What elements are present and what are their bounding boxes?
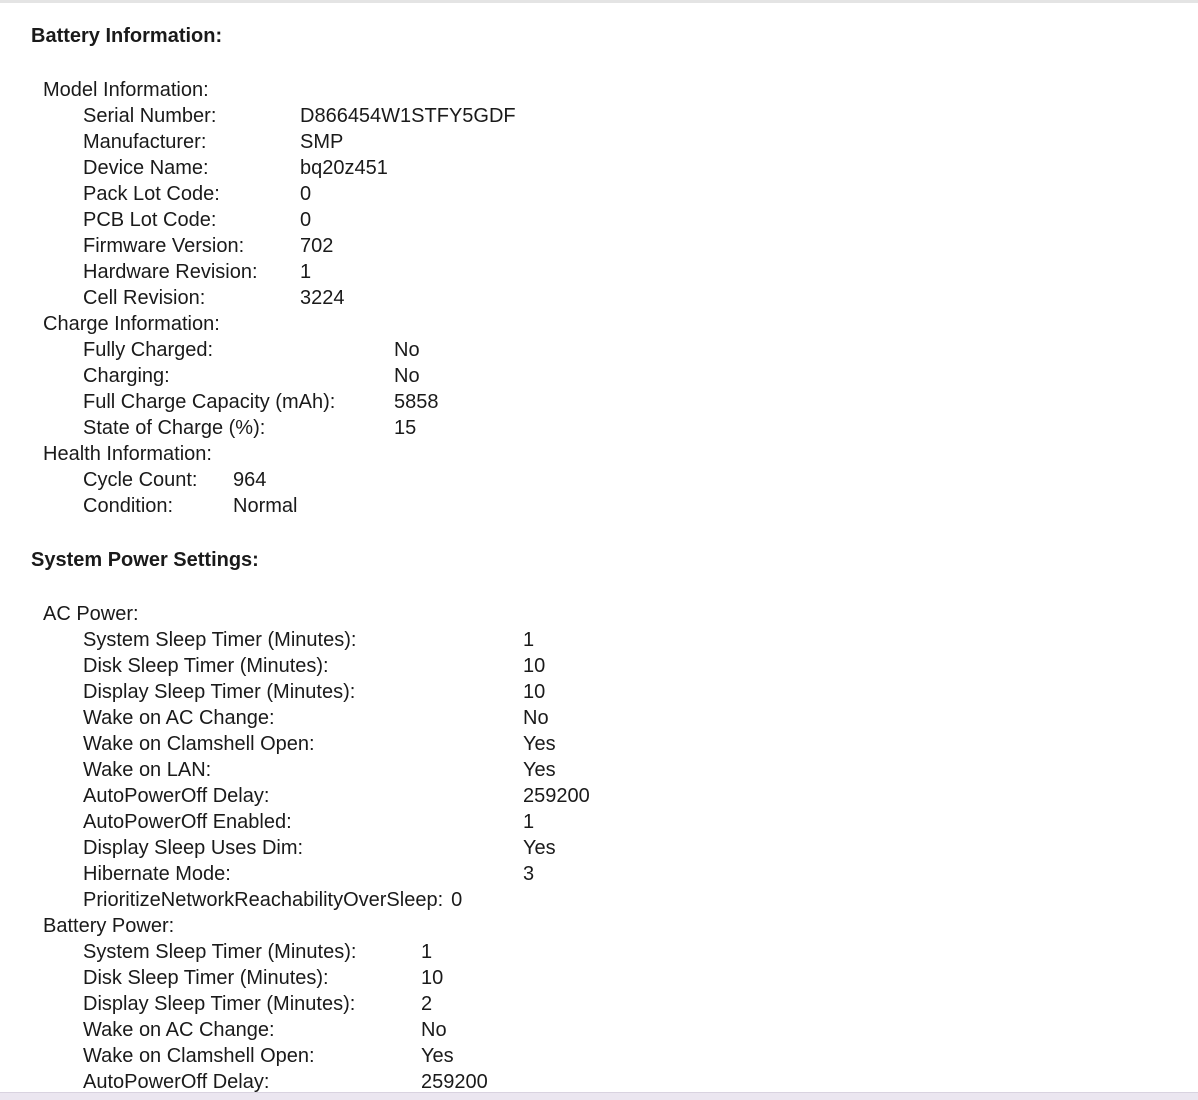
info-label: System Sleep Timer (Minutes):	[83, 941, 357, 963]
info-value: Yes	[523, 759, 556, 781]
info-row	[83, 415, 439, 441]
info-label: Disk Sleep Timer (Minutes):	[83, 655, 329, 677]
info-row	[83, 1043, 488, 1069]
info-label: Charging:	[83, 365, 170, 387]
info-row	[83, 653, 590, 679]
info-label: Wake on LAN:	[83, 759, 212, 781]
info-label: Cell Revision:	[83, 287, 206, 309]
info-row	[83, 467, 297, 493]
info-row	[83, 493, 297, 519]
info-row	[83, 155, 516, 181]
info-label: Cycle Count:	[83, 469, 198, 491]
info-row	[83, 1017, 488, 1043]
info-row	[83, 207, 516, 233]
info-row	[83, 285, 516, 311]
info-row	[83, 731, 590, 757]
info-label: Display Sleep Timer (Minutes):	[83, 993, 356, 1015]
info-value: Yes	[421, 1045, 454, 1067]
info-label: Hibernate Mode:	[83, 863, 231, 885]
info-value: 702	[300, 235, 334, 257]
info-row	[83, 861, 590, 887]
ac-power-heading: AC Power:	[43, 603, 139, 625]
info-value: 1	[421, 941, 433, 963]
info-row	[83, 835, 590, 861]
info-value: 3224	[300, 287, 345, 309]
info-row	[83, 965, 488, 991]
info-value: No	[523, 707, 549, 729]
info-value: 10	[523, 681, 546, 703]
info-value: 10	[421, 967, 444, 989]
info-value: 2	[421, 993, 433, 1015]
ac-power-list	[83, 627, 590, 913]
info-value: No	[421, 1019, 447, 1041]
info-row	[83, 627, 590, 653]
info-row	[83, 181, 516, 207]
info-label: AutoPowerOff Enabled:	[83, 811, 292, 833]
info-row	[83, 991, 488, 1017]
info-value: 259200	[421, 1071, 488, 1092]
info-label: PrioritizeNetworkReachabilityOverSleep:	[83, 889, 444, 911]
battery-power-heading: Battery Power:	[43, 915, 175, 937]
info-value: Normal	[233, 495, 298, 517]
info-value: 1	[523, 811, 535, 833]
battery-power-list	[83, 939, 488, 1092]
info-label: Firmware Version:	[83, 235, 245, 257]
info-label: Wake on AC Change:	[83, 707, 275, 729]
window-bottom-edge	[0, 1092, 1198, 1100]
model-information-list	[83, 103, 516, 311]
info-label: Full Charge Capacity (mAh):	[83, 391, 336, 413]
info-row	[83, 259, 516, 285]
info-value: 3	[523, 863, 535, 885]
info-label: Device Name:	[83, 157, 209, 179]
info-label: Disk Sleep Timer (Minutes):	[83, 967, 329, 989]
info-value: 5858	[394, 391, 439, 413]
info-label: Manufacturer:	[83, 131, 207, 153]
info-label: System Sleep Timer (Minutes):	[83, 629, 357, 651]
charge-information-list	[83, 337, 439, 441]
info-row	[83, 103, 516, 129]
info-label: Display Sleep Uses Dim:	[83, 837, 304, 859]
info-row	[83, 363, 439, 389]
info-label: Pack Lot Code:	[83, 183, 220, 205]
health-information-heading: Health Information:	[43, 443, 212, 465]
info-label: Wake on Clamshell Open:	[83, 733, 315, 755]
info-row	[83, 809, 590, 835]
info-row	[83, 337, 439, 363]
info-label: Hardware Revision:	[83, 261, 258, 283]
info-label: AutoPowerOff Delay:	[83, 1071, 270, 1092]
info-row	[83, 705, 590, 731]
info-value: D866454W1STFY5GDF	[300, 105, 516, 127]
model-information-heading: Model Information:	[43, 79, 209, 101]
info-label: PCB Lot Code:	[83, 209, 217, 231]
info-row	[83, 757, 590, 783]
info-label: Wake on Clamshell Open:	[83, 1045, 315, 1067]
system-power-settings-heading: System Power Settings:	[31, 549, 259, 571]
info-value: 259200	[523, 785, 590, 807]
info-value: 0	[300, 209, 312, 231]
info-row	[83, 233, 516, 259]
health-information-list	[83, 467, 297, 519]
info-value: Yes	[523, 837, 556, 859]
info-label: Fully Charged:	[83, 339, 214, 361]
info-value: 15	[394, 417, 417, 439]
info-label: State of Charge (%):	[83, 417, 266, 439]
info-value: SMP	[300, 131, 344, 153]
info-label: Wake on AC Change:	[83, 1019, 275, 1041]
info-value: No	[394, 365, 420, 387]
info-value: 1	[523, 629, 535, 651]
charge-information-heading: Charge Information:	[43, 313, 220, 335]
battery-information-heading: Battery Information:	[31, 25, 223, 47]
info-value: bq20z451	[300, 157, 388, 179]
info-value: 964	[233, 469, 267, 491]
info-value: Yes	[523, 733, 556, 755]
info-row	[83, 679, 590, 705]
info-value: 0	[300, 183, 312, 205]
info-value: 0	[451, 889, 463, 911]
info-row	[83, 389, 439, 415]
info-value: 1	[300, 261, 312, 283]
info-label: AutoPowerOff Delay:	[83, 785, 270, 807]
info-row	[83, 1069, 488, 1092]
info-label: Condition:	[83, 495, 174, 517]
info-value: No	[394, 339, 420, 361]
info-row	[83, 887, 590, 913]
info-row	[83, 129, 516, 155]
info-label: Display Sleep Timer (Minutes):	[83, 681, 356, 703]
info-label: Serial Number:	[83, 105, 217, 127]
info-value: 10	[523, 655, 546, 677]
info-row	[83, 783, 590, 809]
info-row	[83, 939, 488, 965]
